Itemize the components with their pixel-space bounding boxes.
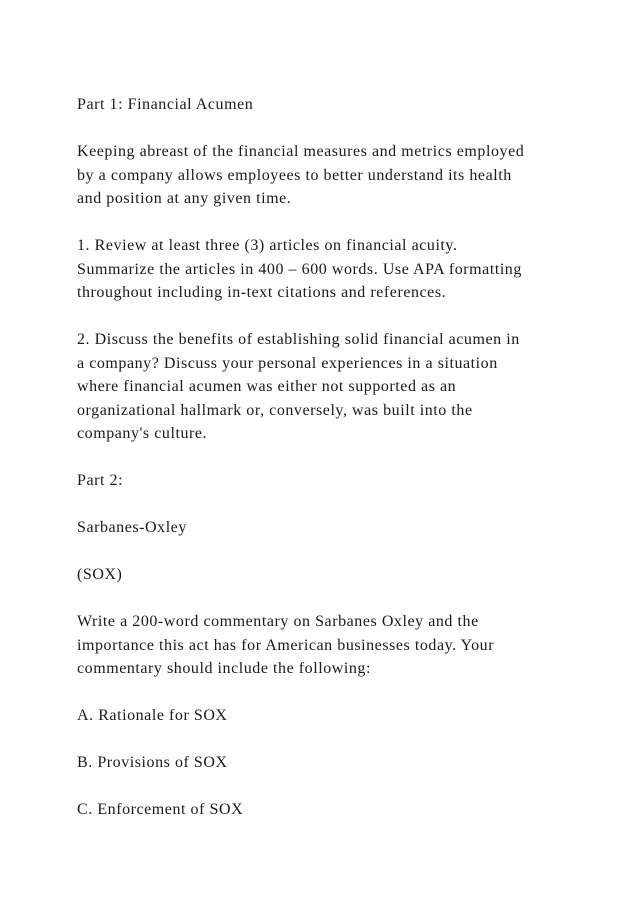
- intro-line: by a company allows employees to better understand its health: [77, 166, 512, 184]
- part1-heading: Part 1: Financial Acumen: [77, 96, 254, 113]
- intro-line: and position at any given time.: [77, 190, 292, 207]
- item-1-line: 1. Review at least three (3) articles on financial acuity.: [77, 237, 458, 254]
- list-item-rationale: A. Rationale for SOX: [77, 707, 228, 724]
- item-2-line: 2. Discuss the benefits of establishing solid financial acumen in: [77, 331, 520, 348]
- item-2-line: where financial acumen was either not supported as an: [77, 378, 457, 395]
- topic-title: Sarbanes-Oxley: [77, 519, 187, 536]
- list-item-provisions: B. Provisions of SOX: [77, 754, 228, 771]
- item-2-line: a company? Discuss your personal experiences in a situation: [77, 354, 498, 372]
- document-body: [77, 93, 577, 845]
- commentary-line: commentary should include the following:: [77, 660, 371, 677]
- item-2-paragraph: [77, 328, 577, 446]
- item-2-line: organizational hallmark or, conversely, was built into the: [77, 401, 473, 419]
- commentary-paragraph: [77, 610, 577, 681]
- item-2-line: company's culture.: [77, 425, 208, 442]
- intro-paragraph: [77, 140, 577, 211]
- part2-heading: Part 2:: [77, 472, 124, 489]
- topic-abbreviation: (SOX): [77, 566, 123, 583]
- commentary-line: Write a 200-word commentary on Sarbanes Oxley and the: [77, 613, 479, 630]
- item-1-line: Summarize the articles in 400 – 600 words. Use APA formatting: [77, 260, 522, 278]
- item-1-line: throughout including in-text citations and references.: [77, 284, 447, 301]
- list-item-enforcement: C. Enforcement of SOX: [77, 801, 244, 818]
- commentary-line: importance this act has for American businesses today. Your: [77, 636, 495, 654]
- item-1-paragraph: [77, 234, 577, 305]
- intro-line: Keeping abreast of the financial measures and metrics employed: [77, 143, 525, 160]
